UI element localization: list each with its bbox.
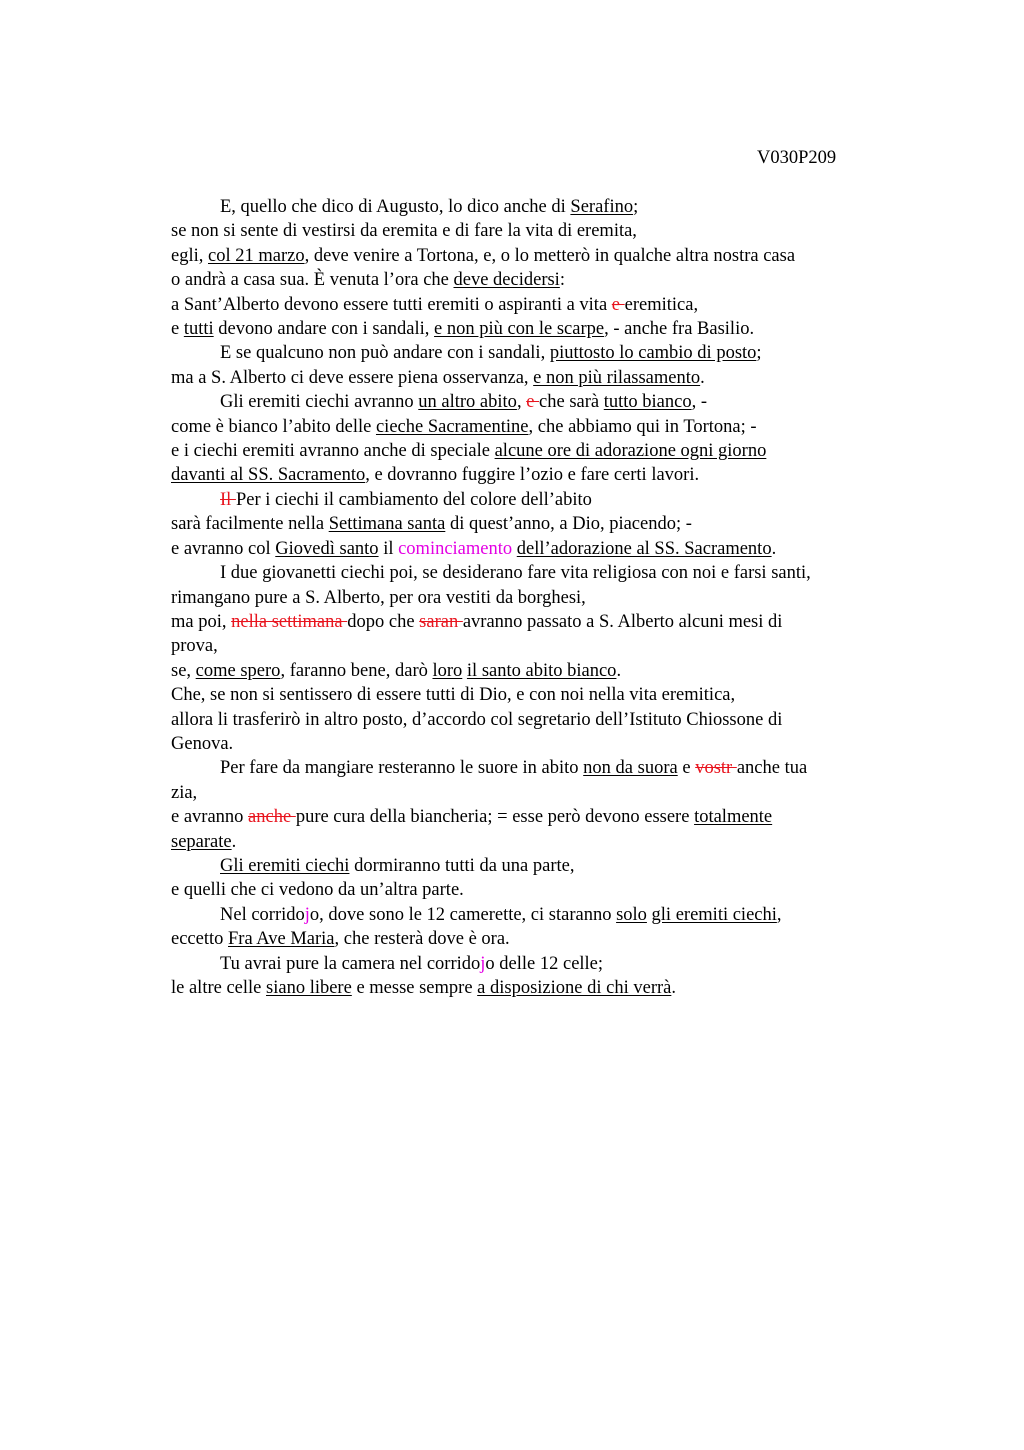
text-segment: ,: [776, 904, 782, 925]
deleted-text: e: [526, 392, 540, 413]
underlined-text: piuttosto lo cambio di posto: [549, 343, 757, 364]
text-segment: dopo che: [347, 611, 420, 632]
text-segment: , che resterà dove è ora.: [334, 929, 510, 950]
text-segment: anche tua: [736, 758, 808, 779]
underlined-text: dell’adorazione al SS. Sacramento: [516, 538, 772, 559]
text-line: [171, 659, 891, 683]
text-line: [171, 830, 891, 854]
inserted-text: j: [480, 953, 486, 974]
text-segment: .: [671, 978, 676, 998]
text-segment: :: [559, 270, 565, 291]
text-segment: eccetto: [171, 929, 228, 950]
text-line: [171, 366, 891, 390]
underlined-text: cieche Sacramentine: [375, 416, 529, 437]
text-segment: se,: [171, 660, 196, 681]
text-line: [171, 634, 891, 658]
text-segment: e: [677, 758, 696, 779]
underlined-text: e non più rilassamento: [533, 367, 701, 388]
text-segment: Che, se non si sentissero di essere tutti di Dio, e con noi nella vita eremitica,: [171, 685, 736, 706]
underlined-text: tutti: [183, 319, 214, 340]
text-segment: che sarà: [539, 392, 604, 413]
page-identifier: V030P209: [757, 148, 837, 168]
text-segment: Genova.: [171, 733, 234, 754]
deleted-text: anche: [248, 807, 296, 828]
underlined-text: tutto bianco: [603, 392, 692, 413]
text-segment: e messe sempre: [351, 978, 478, 998]
text-segment: Nel corrido: [220, 904, 305, 925]
text-segment: o, dove sono le 12 camerette, ci staranno: [309, 904, 617, 925]
text-segment: ;: [756, 343, 762, 364]
underlined-text: Settimana santa: [328, 514, 446, 535]
underlined-text: totalmente: [694, 807, 773, 828]
text-segment: eremitica,: [624, 294, 699, 315]
text-segment: ma poi,: [171, 611, 232, 632]
text-line: [171, 683, 891, 707]
text-segment: pure cura della biancheria; = esse però devono essere: [295, 807, 695, 828]
text-segment: I due giovanetti ciechi poi, se desiderano fare vita religiosa con noi e farsi santi,: [220, 563, 811, 584]
text-line: [171, 586, 891, 610]
text-segment: Per fare da mangiare resteranno le suore in abito: [220, 758, 584, 779]
underlined-text: solo: [616, 904, 647, 925]
text-line: [171, 781, 891, 805]
text-segment: se non si sente di vestirsi da eremita e di fare la vita di eremita,: [171, 221, 637, 242]
inserted-text: j: [304, 904, 310, 925]
text-segment: devono andare con i sandali,: [213, 319, 435, 340]
deleted-text: saran: [419, 611, 463, 632]
underlined-text: il santo abito bianco: [466, 660, 617, 681]
text-line: [171, 439, 891, 463]
text-segment: o andrà a casa sua. È venuta l’ora che: [171, 270, 454, 291]
text-segment: Tu avrai pure la camera nel corrido: [220, 953, 481, 974]
underlined-text: come spero: [195, 660, 281, 681]
text-segment: , - anche fra Basilio.: [604, 319, 755, 340]
text-segment: Per i ciechi il cambiamento del colore dell’abito: [235, 489, 592, 510]
text-line: [171, 537, 891, 561]
deleted-text: nella settimana: [231, 611, 348, 632]
text-line: [171, 854, 891, 878]
text-line: [171, 488, 891, 512]
inserted-text: cominciamento: [398, 538, 513, 559]
text-segment: a Sant’Alberto devono essere tutti eremiti o aspiranti a vita: [171, 294, 612, 315]
text-segment: rimangano pure a S. Alberto, per ora vestiti da borghesi,: [171, 587, 586, 608]
text-segment: o delle 12 celle;: [485, 953, 604, 974]
underlined-text: e non più con le scarpe: [434, 319, 605, 340]
text-line: [171, 293, 891, 317]
deleted-text: e: [611, 294, 625, 315]
text-line: [171, 219, 891, 243]
text-segment: E se qualcuno non può andare con i sandali,: [220, 343, 550, 364]
text-line: [171, 903, 891, 927]
text-segment: , faranno bene, darò: [280, 660, 433, 681]
underlined-text: Giovedì santo: [275, 538, 379, 559]
text-segment: egli,: [171, 245, 208, 266]
text-segment: , che abbiamo qui in Tortona; -: [528, 416, 757, 437]
text-segment: ;: [633, 197, 639, 217]
text-segment: E, quello che dico di Augusto, lo dico anche di: [220, 197, 571, 217]
text-segment: .: [700, 367, 705, 388]
text-segment: e avranno: [171, 807, 249, 828]
text-line: [171, 195, 891, 219]
text-segment: Gli eremiti ciechi avranno: [220, 392, 419, 413]
text-line: [171, 341, 891, 365]
text-line: [171, 512, 891, 536]
text-line: [171, 244, 891, 268]
text-segment: , deve venire a Tortona, e, o lo metterò in qualche altra nostra casa: [304, 245, 796, 266]
underlined-text: Gli eremiti ciechi: [220, 855, 350, 876]
underlined-text: separate: [171, 831, 232, 852]
text-line: [171, 952, 891, 976]
underlined-text: non da suora: [583, 758, 678, 779]
text-segment: e avranno col: [171, 538, 276, 559]
underlined-text: un altro abito: [418, 392, 517, 413]
letter-body: [171, 195, 891, 1000]
underlined-text: Fra Ave Maria: [228, 929, 335, 950]
text-segment: .: [231, 831, 237, 852]
text-line: [171, 317, 891, 341]
text-segment: .: [771, 538, 777, 559]
text-segment: , e dovranno fuggire l’ozio e fare certi lavori.: [365, 465, 700, 486]
text-segment: .: [616, 660, 622, 681]
text-segment: dormiranno tutti da una parte,: [349, 855, 575, 876]
text-segment: allora li trasferirò in altro posto, d’accordo col segretario dell’Istituto Chiossone di: [171, 709, 783, 730]
text-segment: e i ciechi eremiti avranno anche di speciale: [171, 441, 495, 462]
text-segment: di quest’anno, a Dio, piacendo; -: [445, 514, 692, 535]
text-line: [171, 561, 891, 585]
text-segment: , -: [691, 392, 708, 413]
text-line: [171, 878, 891, 902]
text-line: [171, 805, 891, 829]
text-line: [171, 708, 891, 732]
text-segment: avranno passato a S. Alberto alcuni mesi di: [462, 611, 783, 632]
text-segment: come è bianco l’abito delle: [171, 416, 376, 437]
text-line: [171, 268, 891, 292]
underlined-text: loro: [432, 660, 463, 681]
underlined-text: a disposizione di chi verrà: [477, 978, 672, 998]
underlined-text: Serafino: [570, 197, 634, 217]
text-line: [171, 415, 891, 439]
text-line: [171, 756, 891, 780]
text-line: [171, 390, 891, 414]
text-segment: ,: [516, 392, 527, 413]
text-segment: e: [171, 319, 184, 340]
underlined-text: gli eremiti ciechi: [651, 904, 777, 925]
underlined-text: alcune ore di adorazione ogni giorno: [494, 441, 767, 462]
text-segment: prova,: [171, 636, 218, 657]
text-line: [171, 732, 891, 756]
text-segment: sarà facilmente nella: [171, 514, 329, 535]
deleted-text: Il: [220, 489, 236, 510]
text-line: [171, 976, 891, 1000]
underlined-text: davanti al SS. Sacramento: [171, 465, 366, 486]
underlined-text: deve decidersi: [453, 270, 560, 291]
text-segment: zia,: [171, 782, 198, 803]
deleted-text: vostr: [695, 758, 737, 779]
text-line: [171, 463, 891, 487]
text-segment: e quelli che ci vedono da un’altra parte.: [171, 880, 464, 901]
text-line: [171, 610, 891, 634]
underlined-text: col 21 marzo: [208, 245, 305, 266]
text-segment: il: [378, 538, 399, 559]
text-line: [171, 927, 891, 951]
underlined-text: siano libere: [266, 978, 352, 998]
text-segment: le altre celle: [171, 978, 267, 998]
text-segment: ma a S. Alberto ci deve essere piena osservanza,: [171, 367, 534, 388]
